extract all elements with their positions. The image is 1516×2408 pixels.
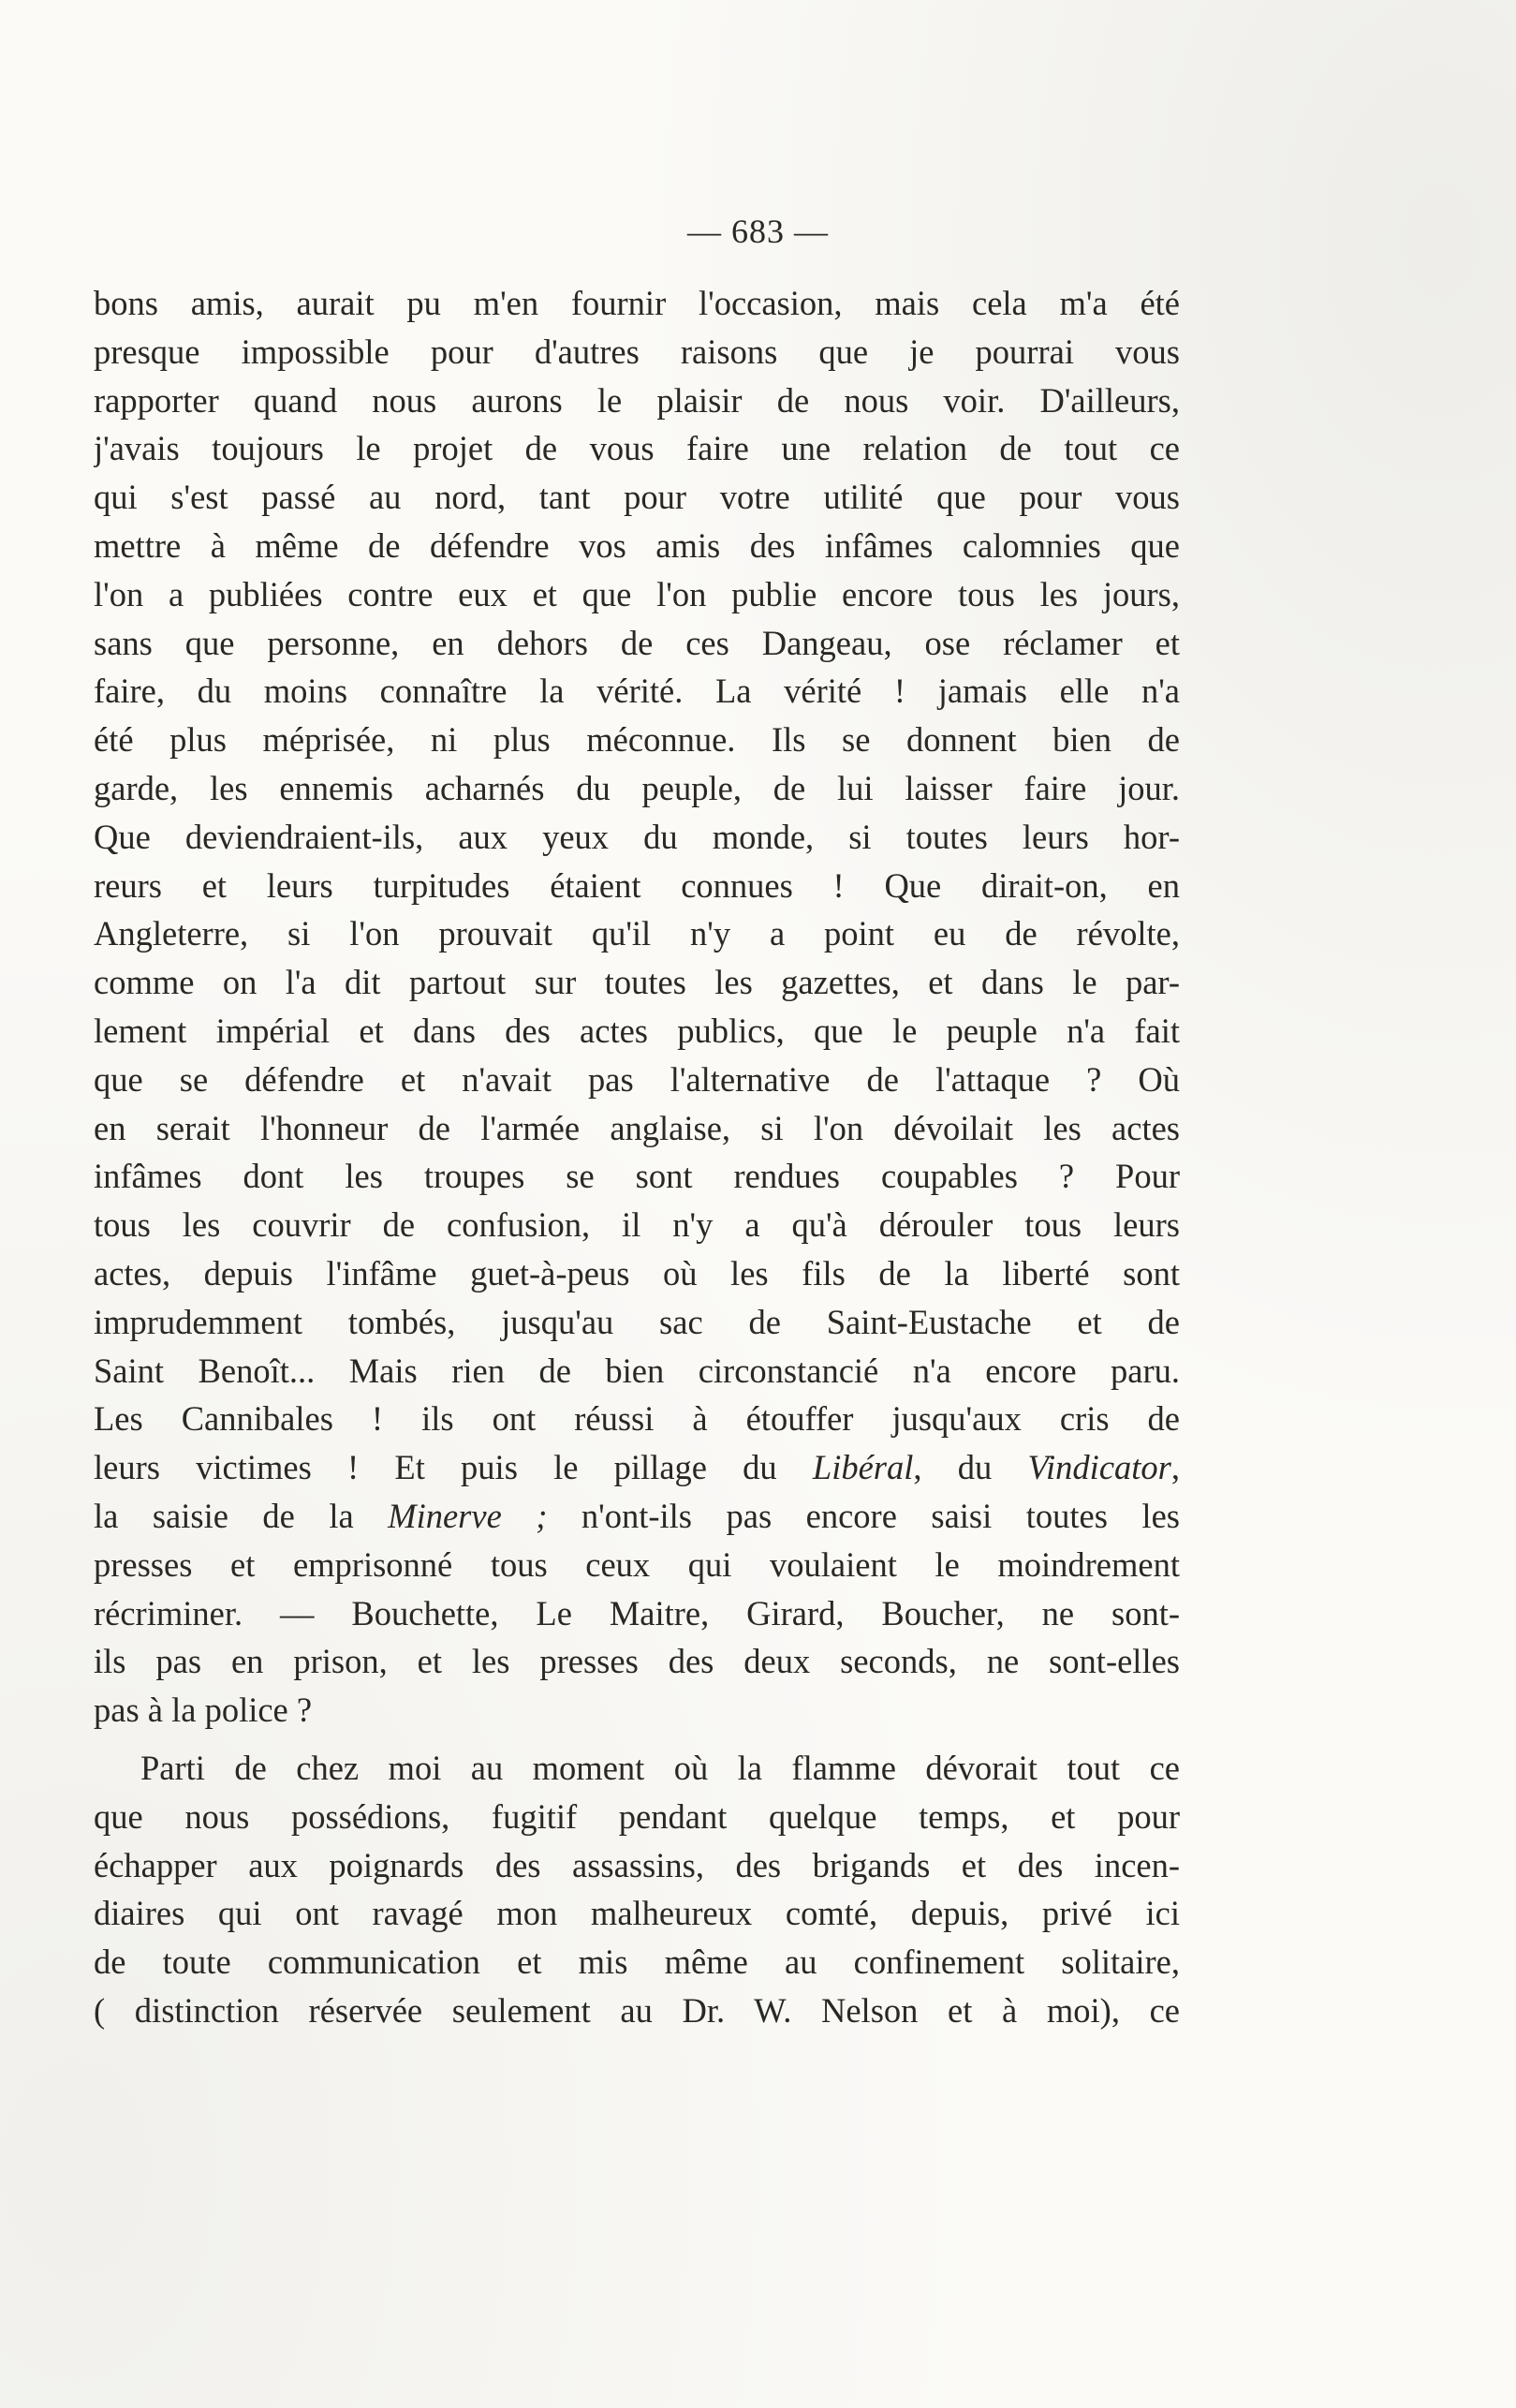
text-line: presses et emprisonné tous ceux qui voulaient le moindrement (94, 1544, 1180, 1584)
text-line: qui s'est passé au nord, tant pour votre utilité que pour vous (94, 478, 1180, 517)
text-line: lement impérial et dans des actes publics, que le peuple n'a fait (94, 1011, 1180, 1050)
text-line: presque impossible pour d'autres raisons que je pourrai vous (94, 332, 1180, 371)
text-line: actes, depuis l'infâme guet-à-peus où les fils de la liberté sont (94, 1253, 1180, 1293)
text-line: j'avais toujours le projet de vous faire une relation de tout ce (94, 429, 1180, 468)
text-line: rapporter quand nous aurons le plaisir de nous voir. D'ailleurs, (94, 380, 1180, 420)
body-text (94, 279, 1180, 2035)
text-line: reurs et leurs turpitudes étaient connues ! Que dirait-on, en (94, 865, 1180, 905)
text-line-with-italics (94, 1443, 1180, 1492)
text-line: Que deviendraient-ils, aux yeux du monde, si toutes leurs hor- (94, 817, 1180, 856)
text-fragment: n'ont-ils pas encore saisi toutes les (547, 1496, 1180, 1535)
text-line: Les Cannibales ! ils ont réussi à étouffer jusqu'aux cris de (94, 1399, 1180, 1439)
text-fragment: leurs victimes ! Et puis le pillage du (94, 1448, 813, 1487)
text-line: mettre à même de défendre vos amis des infâmes calomnies que (94, 525, 1180, 565)
text-line: ( distinction réservée seulement au Dr. W. Nelson et à moi), ce (94, 1990, 1180, 2030)
text-line: Parti de chez moi au moment où la flamme dévorait tout ce (140, 1748, 1180, 1787)
paragraph-spacer (94, 1735, 1180, 1744)
text-line: ils pas en prison, et les presses des deux seconds, ne sont-elles (94, 1642, 1180, 1681)
text-line: Angleterre, si l'on prouvait qu'il n'y a point eu de révolte, (94, 914, 1180, 953)
text-line: été plus méprisée, ni plus méconnue. Ils se donnent bien de (94, 720, 1180, 760)
text-line: comme on l'a dit partout sur toutes les gazettes, et dans le par- (94, 963, 1180, 1002)
text-line: en serait l'honneur de l'armée anglaise, si l'on dévoilait les actes (94, 1108, 1180, 1147)
text-line: faire, du moins connaître la vérité. La vérité ! jamais elle n'a (94, 672, 1180, 711)
text-line: de toute communication et mis même au confinement solitaire, (94, 1943, 1180, 1982)
italic-title-liberal: Libéral (812, 1448, 914, 1487)
text-line: sans que personne, en dehors de ces Dangeau, ose réclamer et (94, 623, 1180, 662)
text-line: imprudemment tombés, jusqu'au sac de Saint-Eustache et de (94, 1302, 1180, 1341)
text-line: que nous possédions, fugitif pendant quelque temps, et pour (94, 1796, 1180, 1836)
text-line: bons amis, aurait pu m'en fournir l'occasion, mais cela m'a été (94, 284, 1180, 322)
page-number: — 683 — (687, 213, 829, 250)
text-line: Saint Benoît... Mais rien de bien circonstancié n'a encore paru. (94, 1351, 1180, 1390)
text-line: récriminer. — Bouchette, Le Maitre, Girard, Boucher, ne sont- (94, 1593, 1180, 1632)
text-line: pas à la police ? (94, 1691, 313, 1730)
italic-title-vindicator: Vindicator (1027, 1448, 1171, 1487)
text-line: infâmes dont les troupes se sont rendues coupables ? Pour (94, 1157, 1180, 1196)
text-fragment: la saisie de la (94, 1496, 389, 1535)
text-line: garde, les ennemis acharnés du peuple, de lui laisser faire jour. (94, 768, 1180, 807)
text-fragment: , du (913, 1448, 1028, 1487)
italic-title-minerve: Minerve ; (388, 1496, 548, 1535)
text-line: échapper aux poignards des assassins, des brigands et des incen- (94, 1845, 1180, 1884)
text-fragment: , (1170, 1448, 1180, 1487)
text-line: l'on a publiées contre eux et que l'on publie encore tous les jours, (94, 574, 1180, 613)
text-line-with-italics (94, 1492, 1180, 1541)
text-line: tous les couvrir de confusion, il n'y a qu'à dérouler tous leurs (94, 1205, 1180, 1245)
text-line: diaires qui ont ravagé mon malheureux comté, depuis, privé ici (94, 1894, 1180, 1933)
text-line: que se défendre et n'avait pas l'alternative de l'attaque ? Où (94, 1059, 1180, 1099)
